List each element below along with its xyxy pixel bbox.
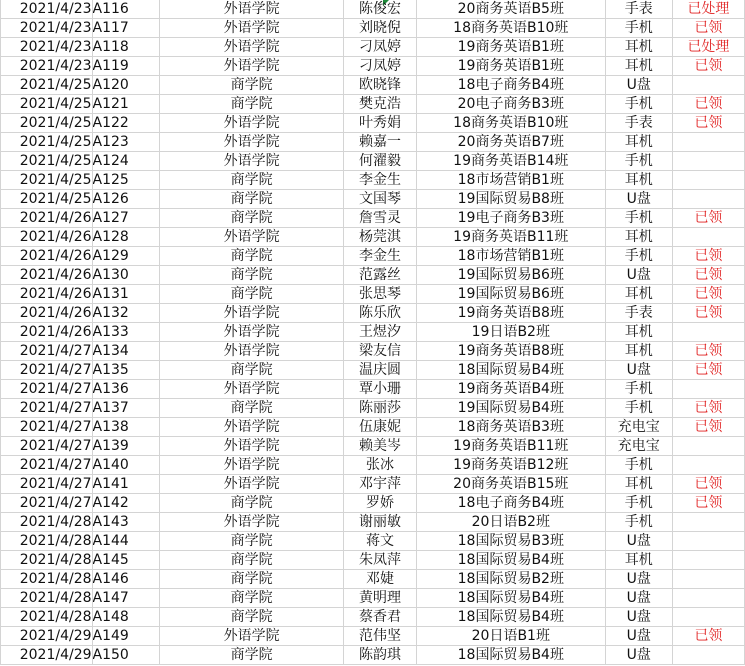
cell-status[interactable]: 已领 (672, 304, 744, 323)
cell-college[interactable]: 商学院 (160, 646, 344, 665)
table-row (1, 209, 745, 228)
cell-college[interactable]: 商学院 (160, 570, 344, 589)
table-row (1, 266, 745, 285)
cell-status[interactable] (672, 589, 744, 608)
cell-college[interactable]: 商学院 (160, 209, 344, 228)
cell-class[interactable]: 18商务英语B3班 (416, 418, 605, 437)
cell-status[interactable]: 已领 (672, 494, 744, 513)
cell-class[interactable]: 19国际贸易B6班 (416, 285, 605, 304)
cell-class[interactable]: 18商务英语B10班 (416, 19, 605, 38)
cell-status[interactable] (672, 646, 744, 665)
cell-class[interactable]: 18市场营销B1班 (416, 171, 605, 190)
cell-status[interactable] (672, 456, 744, 475)
cell-student-name[interactable]: 詹雪灵 (344, 209, 417, 228)
table-row (1, 437, 745, 456)
cell-item[interactable]: 耳机 (605, 323, 672, 342)
cell-college[interactable]: 商学院 (160, 399, 344, 418)
cell-college[interactable]: 商学院 (160, 551, 344, 570)
table-row (1, 342, 745, 361)
cell-item[interactable]: U盘 (605, 532, 672, 551)
cell-student-name[interactable]: 伍康妮 (344, 418, 417, 437)
cell-record-id[interactable]: A144 (92, 532, 160, 551)
cell-class[interactable]: 20商务英语B15班 (416, 475, 605, 494)
cell-status[interactable] (672, 76, 744, 95)
cell-class[interactable]: 19商务英语B11班 (416, 228, 605, 247)
cell-college[interactable]: 外语学院 (160, 152, 344, 171)
cell-class[interactable]: 19商务英语B1班 (416, 38, 605, 57)
cell-status[interactable]: 已领 (672, 266, 744, 285)
cell-status[interactable]: 已处理 (672, 38, 744, 57)
cell-item[interactable]: 耳机 (605, 285, 672, 304)
cell-college[interactable]: 外语学院 (160, 380, 344, 399)
cell-record-id[interactable]: A123 (92, 133, 160, 152)
cell-record-id[interactable]: A132 (92, 304, 160, 323)
cell-college[interactable]: 外语学院 (160, 57, 344, 76)
cell-student-name[interactable]: 范伟坚 (344, 627, 417, 646)
cell-student-name[interactable]: 陈乐欣 (344, 304, 417, 323)
cell-student-name[interactable]: 叶秀娟 (344, 114, 417, 133)
cell-date[interactable]: 2021/4/23 (1, 57, 93, 76)
table-row (1, 247, 745, 266)
cell-item[interactable]: 手机 (605, 494, 672, 513)
cell-status[interactable]: 已领 (672, 399, 744, 418)
table-row (1, 285, 745, 304)
cell-date[interactable]: 2021/4/26 (1, 209, 93, 228)
table-row (1, 57, 745, 76)
cell-student-name[interactable]: 刁凤婷 (344, 38, 417, 57)
cell-college[interactable]: 商学院 (160, 266, 344, 285)
table-row (1, 171, 745, 190)
cell-item[interactable]: 手机 (605, 513, 672, 532)
cell-student-name[interactable]: 蔡香君 (344, 608, 417, 627)
cell-item[interactable]: 耳机 (605, 342, 672, 361)
cell-record-id[interactable]: A147 (92, 589, 160, 608)
cell-item[interactable]: 耳机 (605, 171, 672, 190)
table-row (1, 627, 745, 646)
cell-status[interactable] (672, 551, 744, 570)
table-row (1, 418, 745, 437)
cell-record-id[interactable]: A120 (92, 76, 160, 95)
cell-date[interactable]: 2021/4/29 (1, 646, 93, 665)
cell-college[interactable]: 外语学院 (160, 475, 344, 494)
cell-status[interactable]: 已领 (672, 361, 744, 380)
cell-college[interactable]: 商学院 (160, 494, 344, 513)
cell-college[interactable]: 外语学院 (160, 0, 344, 19)
cell-record-id[interactable]: A138 (92, 418, 160, 437)
cell-status[interactable]: 已处理 (672, 0, 744, 19)
cell-status[interactable] (672, 380, 744, 399)
cell-item[interactable]: 手机 (605, 399, 672, 418)
table-row (1, 133, 745, 152)
cell-class[interactable]: 18电子商务B4班 (416, 76, 605, 95)
cell-item[interactable]: 耳机 (605, 133, 672, 152)
cell-student-name[interactable]: 文国琴 (344, 190, 417, 209)
cell-class[interactable]: 18国际贸易B4班 (416, 608, 605, 627)
cell-college[interactable]: 商学院 (160, 171, 344, 190)
table-row (1, 551, 745, 570)
cell-college[interactable]: 外语学院 (160, 456, 344, 475)
cell-student-name[interactable]: 邓宇萍 (344, 475, 417, 494)
cell-date[interactable]: 2021/4/25 (1, 133, 93, 152)
cell-item[interactable]: 手机 (605, 152, 672, 171)
cell-date[interactable]: 2021/4/26 (1, 266, 93, 285)
cell-college[interactable]: 外语学院 (160, 38, 344, 57)
cell-class[interactable]: 19商务英语B1班 (416, 57, 605, 76)
cell-date[interactable]: 2021/4/25 (1, 114, 93, 133)
cell-item[interactable]: 手表 (605, 304, 672, 323)
cell-item[interactable]: 手机 (605, 19, 672, 38)
cell-student-name[interactable]: 王煜汐 (344, 323, 417, 342)
cell-record-id[interactable]: A126 (92, 190, 160, 209)
cell-class[interactable]: 19电子商务B3班 (416, 209, 605, 228)
cell-status[interactable]: 已领 (672, 627, 744, 646)
cell-item[interactable]: U盘 (605, 361, 672, 380)
cell-student-name[interactable]: 李金生 (344, 247, 417, 266)
table-row (1, 589, 745, 608)
cell-student-name[interactable]: 梁友信 (344, 342, 417, 361)
cell-status[interactable] (672, 228, 744, 247)
cell-date[interactable]: 2021/4/27 (1, 456, 93, 475)
cell-status[interactable] (672, 608, 744, 627)
table-row (1, 532, 745, 551)
cell-record-id[interactable]: A121 (92, 95, 160, 114)
cell-date[interactable]: 2021/4/28 (1, 532, 93, 551)
cell-student-name[interactable]: 覃小珊 (344, 380, 417, 399)
cell-college[interactable]: 外语学院 (160, 342, 344, 361)
cell-item[interactable]: 耳机 (605, 228, 672, 247)
cell-student-name[interactable]: 张冰 (344, 456, 417, 475)
cell-record-id[interactable]: A149 (92, 627, 160, 646)
cell-college[interactable]: 商学院 (160, 95, 344, 114)
cell-class[interactable]: 18国际贸易B4班 (416, 551, 605, 570)
table-row (1, 38, 745, 57)
table-row (1, 190, 745, 209)
cell-record-id[interactable]: A119 (92, 57, 160, 76)
cell-item[interactable]: 耳机 (605, 475, 672, 494)
cell-college[interactable]: 外语学院 (160, 114, 344, 133)
cell-status[interactable] (672, 532, 744, 551)
cell-college[interactable]: 外语学院 (160, 19, 344, 38)
cell-student-name[interactable]: 陈韵琪 (344, 646, 417, 665)
cell-college[interactable]: 商学院 (160, 532, 344, 551)
cell-class[interactable]: 18国际贸易B4班 (416, 361, 605, 380)
table-row (1, 304, 745, 323)
cell-student-name[interactable]: 欧晓锋 (344, 76, 417, 95)
cell-class[interactable]: 18国际贸易B3班 (416, 532, 605, 551)
cell-class[interactable]: 20日语B2班 (416, 513, 605, 532)
cell-student-name[interactable]: 张思琴 (344, 285, 417, 304)
cell-class[interactable]: 19商务英语B8班 (416, 342, 605, 361)
cell-college[interactable]: 商学院 (160, 285, 344, 304)
cell-status[interactable] (672, 570, 744, 589)
cell-college[interactable]: 外语学院 (160, 437, 344, 456)
cell-student-name[interactable]: 蒋文 (344, 532, 417, 551)
cell-status[interactable] (672, 190, 744, 209)
cell-date[interactable]: 2021/4/27 (1, 437, 93, 456)
cell-item[interactable]: 手表 (605, 0, 672, 19)
cell-college[interactable]: 外语学院 (160, 304, 344, 323)
cell-date[interactable]: 2021/4/28 (1, 513, 93, 532)
cell-item[interactable]: U盘 (605, 266, 672, 285)
cell-date[interactable]: 2021/4/27 (1, 361, 93, 380)
cell-class[interactable]: 19商务英语B8班 (416, 304, 605, 323)
cell-student-name[interactable]: 谢丽敏 (344, 513, 417, 532)
cell-college[interactable]: 外语学院 (160, 513, 344, 532)
cell-date[interactable]: 2021/4/26 (1, 228, 93, 247)
cell-item[interactable]: 手机 (605, 456, 672, 475)
table-row (1, 361, 745, 380)
cell-class[interactable]: 20商务英语B5班 (416, 0, 605, 19)
cell-status[interactable]: 已领 (672, 57, 744, 76)
cell-class[interactable]: 19商务英语B4班 (416, 380, 605, 399)
cell-date[interactable]: 2021/4/27 (1, 418, 93, 437)
cell-record-id[interactable]: A122 (92, 114, 160, 133)
cell-status[interactable]: 已领 (672, 114, 744, 133)
cell-item[interactable]: U盘 (605, 570, 672, 589)
cell-student-name[interactable]: 范露丝 (344, 266, 417, 285)
cell-record-id[interactable]: A116 (92, 0, 160, 19)
cell-class[interactable]: 19国际贸易B6班 (416, 266, 605, 285)
cell-record-id[interactable]: A128 (92, 228, 160, 247)
cell-record-id[interactable]: A148 (92, 608, 160, 627)
cell-college[interactable]: 外语学院 (160, 627, 344, 646)
cell-college[interactable]: 商学院 (160, 190, 344, 209)
cell-status[interactable] (672, 133, 744, 152)
cell-status[interactable] (672, 437, 744, 456)
cell-student-name[interactable]: 赖嘉一 (344, 133, 417, 152)
cell-status[interactable]: 已领 (672, 418, 744, 437)
cell-date[interactable]: 2021/4/23 (1, 38, 93, 57)
cell-college[interactable]: 商学院 (160, 608, 344, 627)
cell-student-name[interactable]: 李金生 (344, 171, 417, 190)
cell-college[interactable]: 外语学院 (160, 133, 344, 152)
cell-class[interactable]: 18电子商务B4班 (416, 494, 605, 513)
cell-date[interactable]: 2021/4/27 (1, 399, 93, 418)
cell-status[interactable]: 已领 (672, 19, 744, 38)
table-row (1, 323, 745, 342)
table-row (1, 95, 745, 114)
cell-student-name[interactable]: 朱凤萍 (344, 551, 417, 570)
cell-student-name[interactable]: 赖美岑 (344, 437, 417, 456)
cell-student-name[interactable]: 陈俊宏 (344, 0, 417, 19)
cell-date[interactable]: 2021/4/26 (1, 285, 93, 304)
cell-class[interactable]: 19国际贸易B8班 (416, 190, 605, 209)
cell-student-name[interactable]: 陈丽莎 (344, 399, 417, 418)
cell-status[interactable]: 已领 (672, 209, 744, 228)
cell-student-name[interactable]: 黄明理 (344, 589, 417, 608)
cell-item[interactable]: U盘 (605, 76, 672, 95)
cell-student-name[interactable]: 罗娇 (344, 494, 417, 513)
table-row (1, 19, 745, 38)
cell-item[interactable]: U盘 (605, 627, 672, 646)
cell-record-id[interactable]: A130 (92, 266, 160, 285)
cell-date[interactable]: 2021/4/28 (1, 570, 93, 589)
cell-date[interactable]: 2021/4/29 (1, 627, 93, 646)
cell-college[interactable]: 外语学院 (160, 418, 344, 437)
cell-date[interactable]: 2021/4/28 (1, 551, 93, 570)
cell-student-name[interactable]: 何濯毅 (344, 152, 417, 171)
cell-college[interactable]: 商学院 (160, 76, 344, 95)
cell-date[interactable]: 2021/4/25 (1, 95, 93, 114)
table-row (1, 152, 745, 171)
cell-status[interactable]: 已领 (672, 475, 744, 494)
cell-student-name[interactable]: 杨莞淇 (344, 228, 417, 247)
table-row (1, 494, 745, 513)
cell-date[interactable]: 2021/4/25 (1, 171, 93, 190)
cell-class[interactable]: 20电子商务B3班 (416, 95, 605, 114)
cell-record-id[interactable]: A131 (92, 285, 160, 304)
cell-record-id[interactable]: A118 (92, 38, 160, 57)
cell-class[interactable]: 20日语B1班 (416, 627, 605, 646)
cell-class[interactable]: 19国际贸易B4班 (416, 399, 605, 418)
cell-student-name[interactable]: 樊克浩 (344, 95, 417, 114)
cell-record-id[interactable]: A124 (92, 152, 160, 171)
cell-item[interactable]: U盘 (605, 646, 672, 665)
cell-record-id[interactable]: A150 (92, 646, 160, 665)
table-row (1, 399, 745, 418)
cell-date[interactable]: 2021/4/23 (1, 19, 93, 38)
cell-record-id[interactable]: A127 (92, 209, 160, 228)
cell-item[interactable]: 手机 (605, 95, 672, 114)
cell-student-name[interactable]: 刘晓倪 (344, 19, 417, 38)
cell-record-id[interactable]: A146 (92, 570, 160, 589)
cell-record-id[interactable]: A134 (92, 342, 160, 361)
cell-date[interactable]: 2021/4/23 (1, 0, 93, 19)
cell-date[interactable]: 2021/4/25 (1, 76, 93, 95)
cell-status[interactable]: 已领 (672, 95, 744, 114)
cell-item[interactable]: 充电宝 (605, 437, 672, 456)
cell-date[interactable]: 2021/4/26 (1, 323, 93, 342)
cell-class[interactable]: 18国际贸易B2班 (416, 570, 605, 589)
cell-item[interactable]: U盘 (605, 190, 672, 209)
cell-item[interactable]: U盘 (605, 608, 672, 627)
cell-status[interactable]: 已领 (672, 342, 744, 361)
cell-item[interactable]: 充电宝 (605, 418, 672, 437)
cell-item[interactable]: 手表 (605, 114, 672, 133)
cell-status[interactable] (672, 513, 744, 532)
cell-date[interactable]: 2021/4/27 (1, 494, 93, 513)
cell-record-id[interactable]: A142 (92, 494, 160, 513)
cell-class[interactable]: 18商务英语B10班 (416, 114, 605, 133)
table-row (1, 513, 745, 532)
cell-class[interactable]: 18国际贸易B4班 (416, 589, 605, 608)
cell-college[interactable]: 商学院 (160, 589, 344, 608)
cell-status[interactable]: 已领 (672, 285, 744, 304)
cell-record-id[interactable]: A117 (92, 19, 160, 38)
cell-status[interactable] (672, 152, 744, 171)
cell-item[interactable]: 耳机 (605, 38, 672, 57)
cell-record-id[interactable]: A137 (92, 399, 160, 418)
cell-college[interactable]: 外语学院 (160, 228, 344, 247)
cell-date[interactable]: 2021/4/25 (1, 190, 93, 209)
cell-record-id[interactable]: A129 (92, 247, 160, 266)
cell-date[interactable]: 2021/4/27 (1, 475, 93, 494)
cell-item[interactable]: 手机 (605, 380, 672, 399)
cell-date[interactable]: 2021/4/28 (1, 608, 93, 627)
cell-student-name[interactable]: 刁凤婷 (344, 57, 417, 76)
cell-student-name[interactable]: 邓婕 (344, 570, 417, 589)
cell-record-id[interactable]: A133 (92, 323, 160, 342)
table-row (1, 475, 745, 494)
cell-record-id[interactable]: A145 (92, 551, 160, 570)
cell-record-id[interactable]: A140 (92, 456, 160, 475)
cell-date[interactable]: 2021/4/26 (1, 304, 93, 323)
cell-student-name[interactable]: 温庆圆 (344, 361, 417, 380)
cell-record-id[interactable]: A125 (92, 171, 160, 190)
cell-date[interactable]: 2021/4/27 (1, 342, 93, 361)
cell-class[interactable]: 19商务英语B11班 (416, 437, 605, 456)
cell-item[interactable]: 耳机 (605, 57, 672, 76)
grid-body (1, 0, 745, 665)
cell-item[interactable]: 耳机 (605, 551, 672, 570)
cell-status[interactable] (672, 171, 744, 190)
cell-record-id[interactable]: A135 (92, 361, 160, 380)
cell-date[interactable]: 2021/4/28 (1, 589, 93, 608)
table-row (1, 0, 745, 19)
cell-date[interactable]: 2021/4/26 (1, 247, 93, 266)
cell-record-id[interactable]: A139 (92, 437, 160, 456)
cell-class[interactable]: 19商务英语B12班 (416, 456, 605, 475)
table-row (1, 228, 745, 247)
cell-status[interactable]: 已领 (672, 247, 744, 266)
cell-college[interactable]: 商学院 (160, 247, 344, 266)
cell-class[interactable]: 18国际贸易B4班 (416, 646, 605, 665)
cell-status[interactable] (672, 323, 744, 342)
table-row (1, 114, 745, 133)
cell-record-id[interactable]: A143 (92, 513, 160, 532)
cell-class[interactable]: 18市场营销B1班 (416, 247, 605, 266)
table-row (1, 570, 745, 589)
cell-record-id[interactable]: A136 (92, 380, 160, 399)
cell-class[interactable]: 19商务英语B14班 (416, 152, 605, 171)
cell-item[interactable]: U盘 (605, 589, 672, 608)
table-row (1, 76, 745, 95)
cell-record-id[interactable]: A141 (92, 475, 160, 494)
cell-date[interactable]: 2021/4/25 (1, 152, 93, 171)
cell-item[interactable]: 手机 (605, 209, 672, 228)
cell-college[interactable]: 外语学院 (160, 323, 344, 342)
table-row (1, 608, 745, 627)
table-row (1, 380, 745, 399)
cell-item[interactable]: 手机 (605, 247, 672, 266)
cell-college[interactable]: 商学院 (160, 361, 344, 380)
table-row (1, 456, 745, 475)
cell-class[interactable]: 19日语B2班 (416, 323, 605, 342)
cell-date[interactable]: 2021/4/27 (1, 380, 93, 399)
cell-class[interactable]: 20商务英语B7班 (416, 133, 605, 152)
table-row (1, 646, 745, 665)
